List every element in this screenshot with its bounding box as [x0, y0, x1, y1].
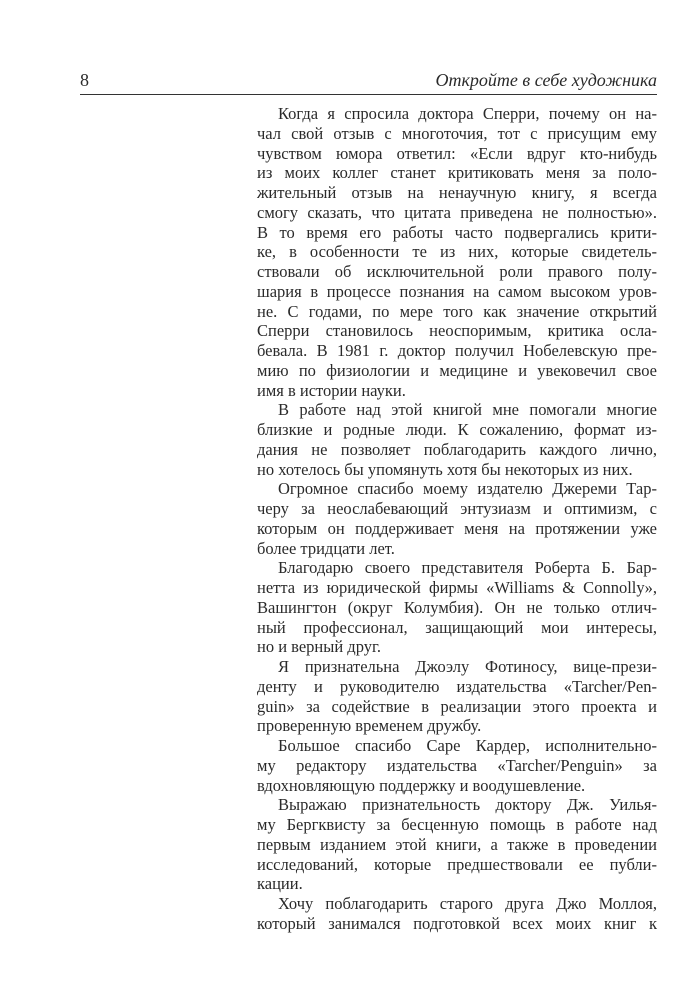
text-line: ке, в особенности те из них, которые свидетель-	[257, 242, 657, 262]
page-number: 8	[80, 70, 89, 90]
text-line: чал свой отзыв с многоточия, тот с присущим ему	[257, 123, 657, 143]
paragraph	[257, 657, 657, 736]
text-line: имя в истории науки.	[257, 380, 406, 400]
text-line: черу за неослабевающий энтузиазм и оптимизм, с	[257, 499, 657, 518]
paragraph	[257, 104, 657, 400]
text-line: дания не позволяет поблагодарить каждого лично,	[257, 439, 657, 459]
paragraph	[257, 795, 657, 894]
text-line: ствовали об исключительной роли правого полу-	[257, 262, 657, 281]
text-line: близкие и родные люди. К сожалению, формат из-	[257, 420, 657, 439]
text-line: которым он поддерживает меня на протяжении уже	[257, 518, 657, 538]
text-line: из моих коллег станет критиковать меня за поло-	[257, 163, 657, 183]
text-line: му редактору издательства «Tarcher/Penguin» за	[257, 755, 657, 775]
text-line: Большое спасибо Саре Кардер, исполнительно-	[278, 736, 657, 755]
paragraph	[257, 736, 657, 795]
text-line: Вашингтон (округ Колумбия). Он не только отлич-	[257, 597, 657, 617]
text-line: Сперри становилось неоспоримым, критика осла-	[257, 321, 657, 341]
paragraph	[257, 479, 657, 558]
text-line: вдохновляющую поддержку и воодушевление.	[257, 775, 586, 795]
text-line: нетта из юридической фирмы «Williams & Connolly»,	[257, 578, 657, 597]
text-line: но и верный друг.	[257, 637, 382, 657]
text-line: Выражаю признательность доктору Дж. Уилья-	[278, 795, 657, 815]
running-header	[80, 68, 657, 95]
text-line: мию по физиологии и медицине и увековечил свое	[257, 360, 657, 380]
text-line: Благодарю своего представителя Роберта Б. Бар-	[278, 558, 657, 578]
text-line: В то время его работы часто подвергались крити-	[257, 222, 657, 242]
text-line: Хочу поблагодарить старого друга Джо Моллоя,	[278, 894, 657, 913]
text-line: бевала. В 1981 г. доктор получил Нобелевскую пре-	[257, 341, 657, 360]
text-line: му Бергквисту за бесценную помощь в работе над	[257, 815, 657, 834]
text-line: Огромное спасибо моему издателю Джереми Тар-	[278, 479, 657, 499]
text-line: смогу сказать, что цитата приведена не полностью».	[257, 202, 657, 222]
text-line: ный профессионал, защищающий мои интересы,	[257, 617, 657, 637]
body-text	[257, 104, 657, 934]
text-line: не. С годами, по мере того как значение открытий	[257, 301, 657, 321]
text-line: исследований, которые предшествовали ее публи-	[257, 854, 657, 874]
text-line: более тридцати лет.	[257, 538, 395, 558]
text-line: денту и руководителю издательства «Tarcher/Pen-	[257, 676, 657, 696]
running-title: Откройте в себе художника	[435, 70, 657, 90]
paragraph	[257, 400, 657, 479]
text-line: guin» за содействие в реализации этого проекта и	[257, 696, 657, 716]
paragraph	[257, 894, 657, 934]
text-line: В работе над этой книгой мне помогали многие	[278, 400, 657, 420]
text-line: Когда я спросила доктора Сперри, почему он на-	[278, 104, 657, 123]
paragraph	[257, 558, 657, 657]
text-line: но хотелось бы упомянуть хотя бы некоторых из них.	[257, 459, 633, 479]
text-line: проверенную временем дружбу.	[257, 716, 482, 736]
text-line: первым изданием этой книги, а также в проведении	[257, 834, 657, 854]
text-line: жительный отзыв на ненаучную книгу, я всегда	[257, 183, 657, 202]
text-line: Я признательна Джоэлу Фотиносу, вице-прези-	[278, 657, 657, 676]
text-line: шария в процессе познания на самом высоком уров-	[257, 281, 657, 301]
text-line: кации.	[257, 874, 303, 894]
text-line: чувством юмора ответил: «Если вдруг кто-нибудь	[257, 143, 657, 163]
text-line: который занимался подготовкой всех моих книг к	[257, 913, 657, 933]
